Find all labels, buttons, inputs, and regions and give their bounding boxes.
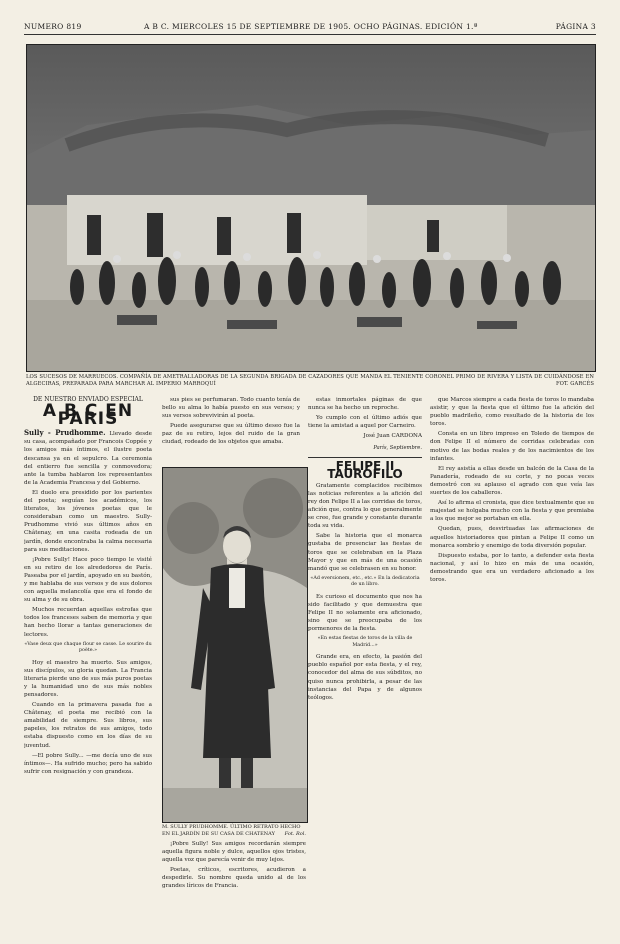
article-paragraph: El rey asistía a ellas desde un balcón de la Casa de la Panadería, rodeado de su corte, y no pocas veces demostró con su aplauso el agrado con que veía las suertes de los caballeros. [430,465,594,497]
article-paragraph: Grande era, en efecto, la pasión del pueblo español por esta fiesta, y el rey, conocedor del alma de sus súbditos, no quiso nunca prohibirla, a pesar de las instancias del Papa y de algunos teólogos. [308,654,422,701]
headline-abc-paris: A B C EN PARIS [42,401,134,430]
article-paragraph: Llevado desde su casa, acompañado por Francois Coppée y los amigos más íntimos, el ilustre poeta descansa ya en el sepulcro. La ceremonia del entierro fue sencilla y conmovedora; ante la tumba hablaron los representantes de la Academia Francesa y del Gobierno. [24,431,152,486]
article-paragraph: estas inmortales páginas de que nunca se ha hecho un reproche. [308,397,422,412]
article-paragraph: —El pobre Sully... —me decía uno de sus íntimos—. Ha sufrido mucho; pero ha sabido sufrir con resignación y con grandeza. [24,752,152,775]
article-paragraph: Hoy el maestro ha muerto. Sus amigos, sus discípulos, su gloria quedan. La Francia literaria pierde uno de sus más puros poetas y la humanidad uno de sus más nobles pensadores. [24,659,152,698]
section-title-sully: Sully - Prudhomme. [24,428,106,438]
article-paragraph: Puede asegurarse que su último deseo fue la paz de su retiro, lejos del ruido de la gran ciudad, rodeado de los objetos que amaba. [162,423,300,446]
portrait-credit: Fot. Rol. [284,830,306,837]
article-paragraph: Consta en un libro impreso en Toledo de tiempos de don Felipe II el número de corridas celebradas con motivo de las bodas reales y de los nacimientos de los infantes. [430,431,594,462]
quote-note: «Ad eversionem, etc., etc.» En la dedicatoria de un libro. [310,575,420,588]
main-photo [26,44,596,372]
correspondent-kicker: DE NUESTRO ENVIADO ESPECIAL [33,396,143,403]
article-paragraph: Dispuesto estaba, por lo tanto, a defender esta fiesta nacional, y así lo hizo en más de una ocasión, demostrando que era un verdadero aficionado a los toros. [430,552,594,583]
article-paragraph: ¡Pobre Sully! Hace poco tiempo le visité en su retiro de los alrededores de París. Paseaba por el jardín, apoyado en su bastón, y me hablaba de sus versos y de sus dolores con aquella melancolía que era el fondo de su alma y de su obra. [24,556,152,604]
author-signature: José Juan CARDONA [363,433,422,440]
article-paragraph: Yo cumplo con el último adiós que tiene la amistad a aquel por Carneiro. [308,415,422,430]
dateline: París, Septiembre. [373,445,422,452]
portrait-illustration [163,468,307,822]
quote-note: «En estas fiestas de toros de la villa de Madrid...» [317,636,413,648]
article-paragraph: Muchos recuerdan aquellas estrofas que todos los franceses saben de memoria y que han hecho llorar a tantas generaciones de lectores. [24,607,152,638]
verse-quote: «Vase deux que chaque flour se casse. Le sourire du poète.» [24,641,152,654]
issue-number: NUMERO 819 [24,22,82,31]
article-paragraph: Sabe la historia que el monarca gustaba de presenciar las fiestas de toros que se celebraban en la Plaza Mayor y que en más de una ocasión mandó que se celebrasen en su honor. [308,533,422,572]
divider [308,457,422,458]
issue-info: A B C. MIERCOLES 15 DE SEPTIEMBRE DE 1905. OCHO PÁGINAS. EDICIÓN 1.ª [144,22,478,31]
portrait-photo [162,467,308,823]
article-paragraph: sus pies se perfumaran. Todo cuanto tenía de bello su alma lo había puesto en sus versos; y sus versos sobrevivirán al poeta. [162,397,300,420]
portrait-caption [162,824,306,838]
column-felipe-continued [430,396,594,924]
photo-caption [26,374,594,388]
column-sully-continued [162,396,300,449]
column-felipe [308,396,422,924]
photo-illustration [27,45,595,371]
article-paragraph: que Marcos siempre a cada fiesta de toros lo mandaba asistir, y que la fiesta que el último fue la afición del pueblo madrileño, como resultado de la historia de los toros. [430,397,594,428]
portrait-caption-text: M. SULLY PRUDHOMME. ÚLTIMO RETRATO HECHO EN EL JARDÍN DE SU CASA DE CHATENAY [162,824,301,837]
column-sully-bottom [162,840,306,893]
article-paragraph: Cuando en la primavera pasada fue a Châtenay, el poeta me recibió con la amabilidad de siempre. Sus libros, sus papeles, los retratos de sus amigos, todo estaba dispuesto como en los días de su juventud. [24,702,152,749]
article-paragraph: Es curioso el documento que nos ha sido facilitado y que demuestra que Felipe II no solamente era aficionado, sino que se preocupaba de los pormenores de la fiesta. [308,593,422,633]
photo-caption-text: LOS SUCESOS DE MARRUECOS. COMPAÑÍA DE AMETRALLADORAS DE LA SEGUNDA BRIGADA DE CAZADORES QUE MANDA EL TENIENTE CORONEL PRIMO DE RIVERA Y LISTA DE CUIDÁNDOSE EN ALGECIRAS, PREPARADA PARA MARCHAR AL IMPERIO MARROQUÍ [26,374,594,387]
photo-credit: FOT. GARCÉS [555,381,594,387]
article-paragraph: Poetas, críticos, escritores, acudieron a despedirle. Su nombre queda unido al de los grandes líricos de Francia. [162,867,306,890]
masthead [24,20,596,35]
article-paragraph: Así lo afirma el cronista, que dice textualmente que su majestad se holgaba mucho con la fiesta y que premiaba a los que mejor se portaban en ella. [430,500,594,523]
headline-felipe: FELIPE II TAURÓFILO [327,458,403,481]
article-paragraph: Gratamente complacidos recibimos las noticias referentes a la afición del rey don Felipe II a las corridas de toros, afición que, contra lo que generalmente se cree, fue grande y constante durante toda su vida. [308,482,422,530]
column-abc-paris [24,396,152,924]
article-paragraph: ¡Pobre Sully! Sus amigos recordarán siempre aquella figura noble y dulce, aquellos ojos tristes, aquella voz que parecía venir de muy lejos. [162,841,306,864]
page-number: PÁGINA 3 [555,22,596,31]
article-paragraph: El duelo era presidido por los parientes del poeta; seguían los académicos, los literatos, los jóvenes poetas que le consideraban como un maestro. Sully-Prudhomme vivió sus últimos años en Châtenay, en una casita rodeada de un jardín, donde encontraba la calma necesaria para sus meditaciones. [24,489,152,553]
article-paragraph: Quedan, pues, desvirtuadas las afirmaciones de aquellos historiadores que pintan a Felipe II como un monarca sombrío y enemigo de toda diversión popular. [430,526,594,549]
